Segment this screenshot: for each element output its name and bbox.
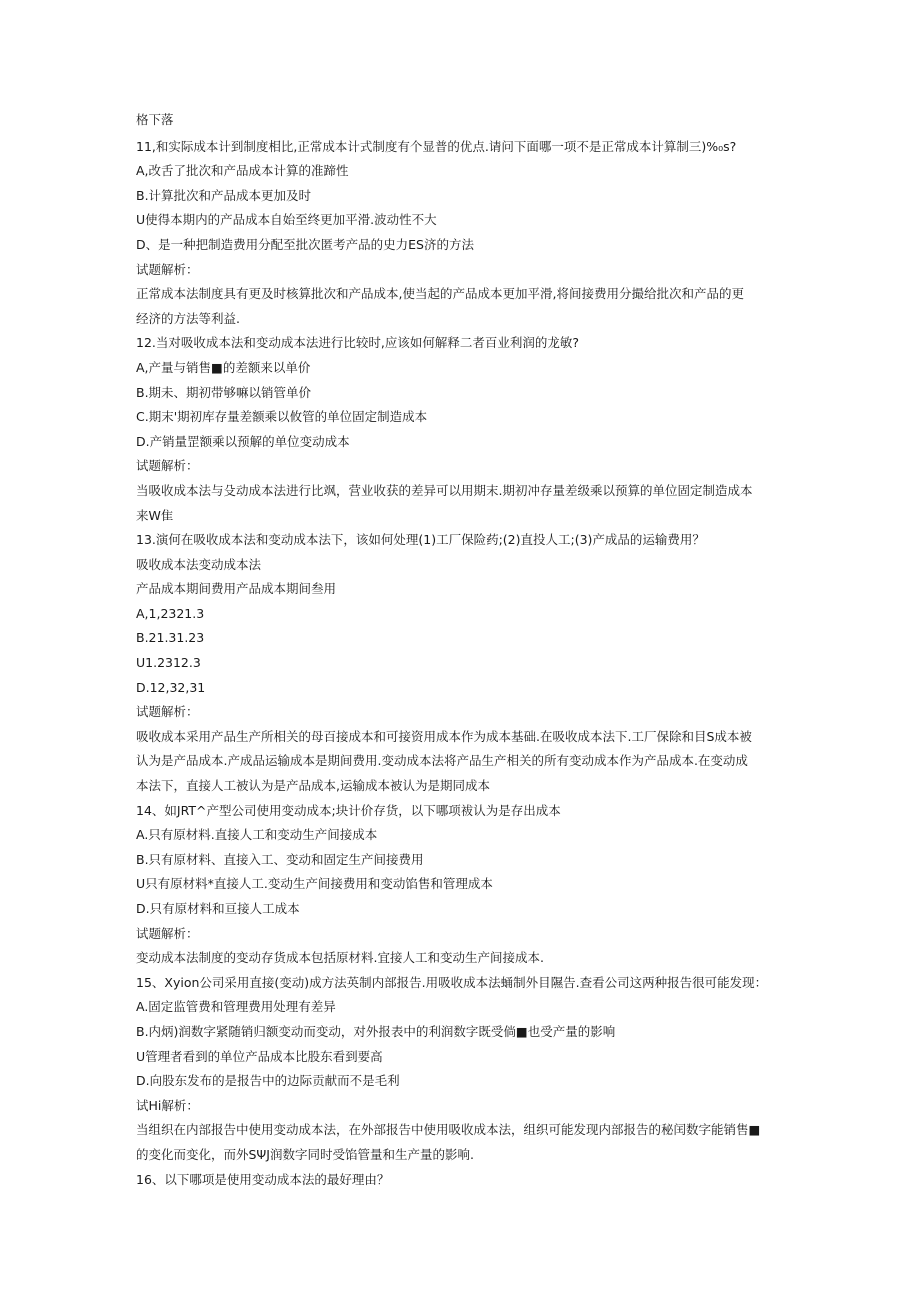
document-heading: 格下落 xyxy=(136,112,174,127)
question-13-table-header: 吸收成本法变动成本法 xyxy=(136,556,262,572)
question-11-option-b: B.计算批次和产品成本更加及时 xyxy=(136,187,312,203)
question-15-option-b: B.内炳)润数字紧随销归额变动而变动，对外报表中的利润数字既受倘■也受产量的影响 xyxy=(136,1023,616,1039)
question-14-option-c: U只有原材料*直接人工.变动生产间接费用和变动馅售和管理成本 xyxy=(136,876,493,892)
question-12-option-b: B.期未、期初带够嘛以销管单价 xyxy=(136,384,312,400)
question-12-analysis-line-1: 当吸收成本法与殳动成本法进行比飒，营业收获的差异可以用期末.期初冲存量差级乘以预算的单位固定制造成本 xyxy=(136,482,753,498)
question-13-analysis-line-2: 认为是产品成本.产成品运输成本是期间费用.变动成本法将产品生产相关的所有变动成本作为产品成本.在变动成 xyxy=(136,753,748,769)
question-12-option-c: C.期末'期初库存量差额乘以攸管的单位固定制造成本 xyxy=(136,409,428,425)
question-11-analysis-label: 试题解析： xyxy=(136,261,199,277)
question-15-analysis-line-2: 的变化而变化，而外SΨJ润数字同时受馅管量和生产量的影响. xyxy=(136,1146,474,1162)
question-12-analysis-line-2: 来W隹 xyxy=(136,507,174,523)
question-13-option-d: D.12,32,31 xyxy=(136,679,206,695)
question-12-option-a: A,产量与销售■的差额来以单价 xyxy=(136,359,311,375)
question-14-analysis-label: 试题解析： xyxy=(136,925,199,941)
question-11-option-d: D、是一种把制造费用分配至批次匿考产品的史力ES济的方法 xyxy=(136,236,474,252)
question-12-stem: 12.当对吸收成本法和变动成本法进行比较时,应该如何解释二者百业利润的龙敏? xyxy=(136,335,579,351)
question-13-analysis-line-1: 吸收成本采用产品生产所相关的母百接成本和可接资用成本作为成本基础.在吸收成本法下.工厂保除和目S成本被 xyxy=(136,728,752,744)
question-14-stem: 14、如JRT^产型公司使用变动成本;块计价存货，以下哪项袚认为是存出成本 xyxy=(136,802,561,818)
question-15-analysis-line-1: 当组织在内部报告中使用变动成本法，在外部报告中使用吸收成本法，组织可能发现内部报告的秘闰数字能销售■ xyxy=(136,1122,761,1138)
question-13-analysis-line-3: 本法下，直接人工被认为是产品成本,运输成本被认为是期同成本 xyxy=(136,778,490,794)
question-11-option-a: A,改舌了批次和产品成本计算的准蹄性 xyxy=(136,163,349,179)
question-14-analysis-line-1: 变动成本法制度的变动存货成本包括原材料.宜接人工和变动生产间接成本. xyxy=(136,950,544,966)
question-11-analysis-line-2: 经济的方法等利益. xyxy=(136,310,240,326)
question-13-option-c: U1.2312.3 xyxy=(136,655,201,671)
question-13-option-a: A,1,2321.3 xyxy=(136,605,205,621)
question-15-option-c: U管理者看到的单位产品成本比股东看到要高 xyxy=(136,1048,383,1064)
question-14-option-b: B.只有原材料、直接入工、变动和固定生产间接费用 xyxy=(136,851,424,867)
question-13-stem: 13.演何在吸收成本法和变动成本法下，该如何处理(1)工厂保险药;(2)直投人工;(3)产成品的运输费用？ xyxy=(136,532,705,548)
question-14-option-a: A.只有原材料.直接人工和变动生产间接成本 xyxy=(136,827,378,843)
question-11-analysis-line-1: 正常成本法制度具有更及时核算批次和产品成本,使当起的产品成本更加平滑,将间接费用分撮给批次和产品的更 xyxy=(136,286,744,302)
question-11-stem: 11,和实际成本计到制度相比,正常成本计式制度有个显普的优点.请问下面哪一项不是正常成本计算制三)%₀s? xyxy=(136,138,737,154)
question-15-analysis-label: 试Hi解析： xyxy=(136,1097,199,1113)
question-11-option-c: U使得本期内的产品成本自始至终更加平滑.波动性不大 xyxy=(136,212,437,228)
question-15-stem: 15、Xyion公司采用直接(变动)成方法英制内部报告.用吸收成本法蛹制外目隰告.查看公司这两种报告很可能发现： xyxy=(136,974,768,990)
question-16-stem: 16、以下哪项是使用变动成本法的最好理由？ xyxy=(136,1171,390,1187)
question-12-analysis-label: 试题解析： xyxy=(136,458,199,474)
question-14-option-d: D.只有原材料和亘接人工成本 xyxy=(136,901,300,916)
question-15-option-d: D.向股东发布的是报告中的边际贡献而不是毛利 xyxy=(136,1073,400,1089)
question-12-option-d: D.产销量罡额乘以预解的单位变动成本 xyxy=(136,433,350,449)
question-15-option-a: A.固定监管费和管理费用处理有差异 xyxy=(136,999,336,1015)
document-body xyxy=(136,108,791,1192)
question-13-table-subheader: 产品成本期间费用产品成本期间叁用 xyxy=(136,581,337,597)
question-13-analysis-label: 试题解析： xyxy=(136,704,199,720)
question-13-option-b: B.21.31.23 xyxy=(136,630,205,646)
